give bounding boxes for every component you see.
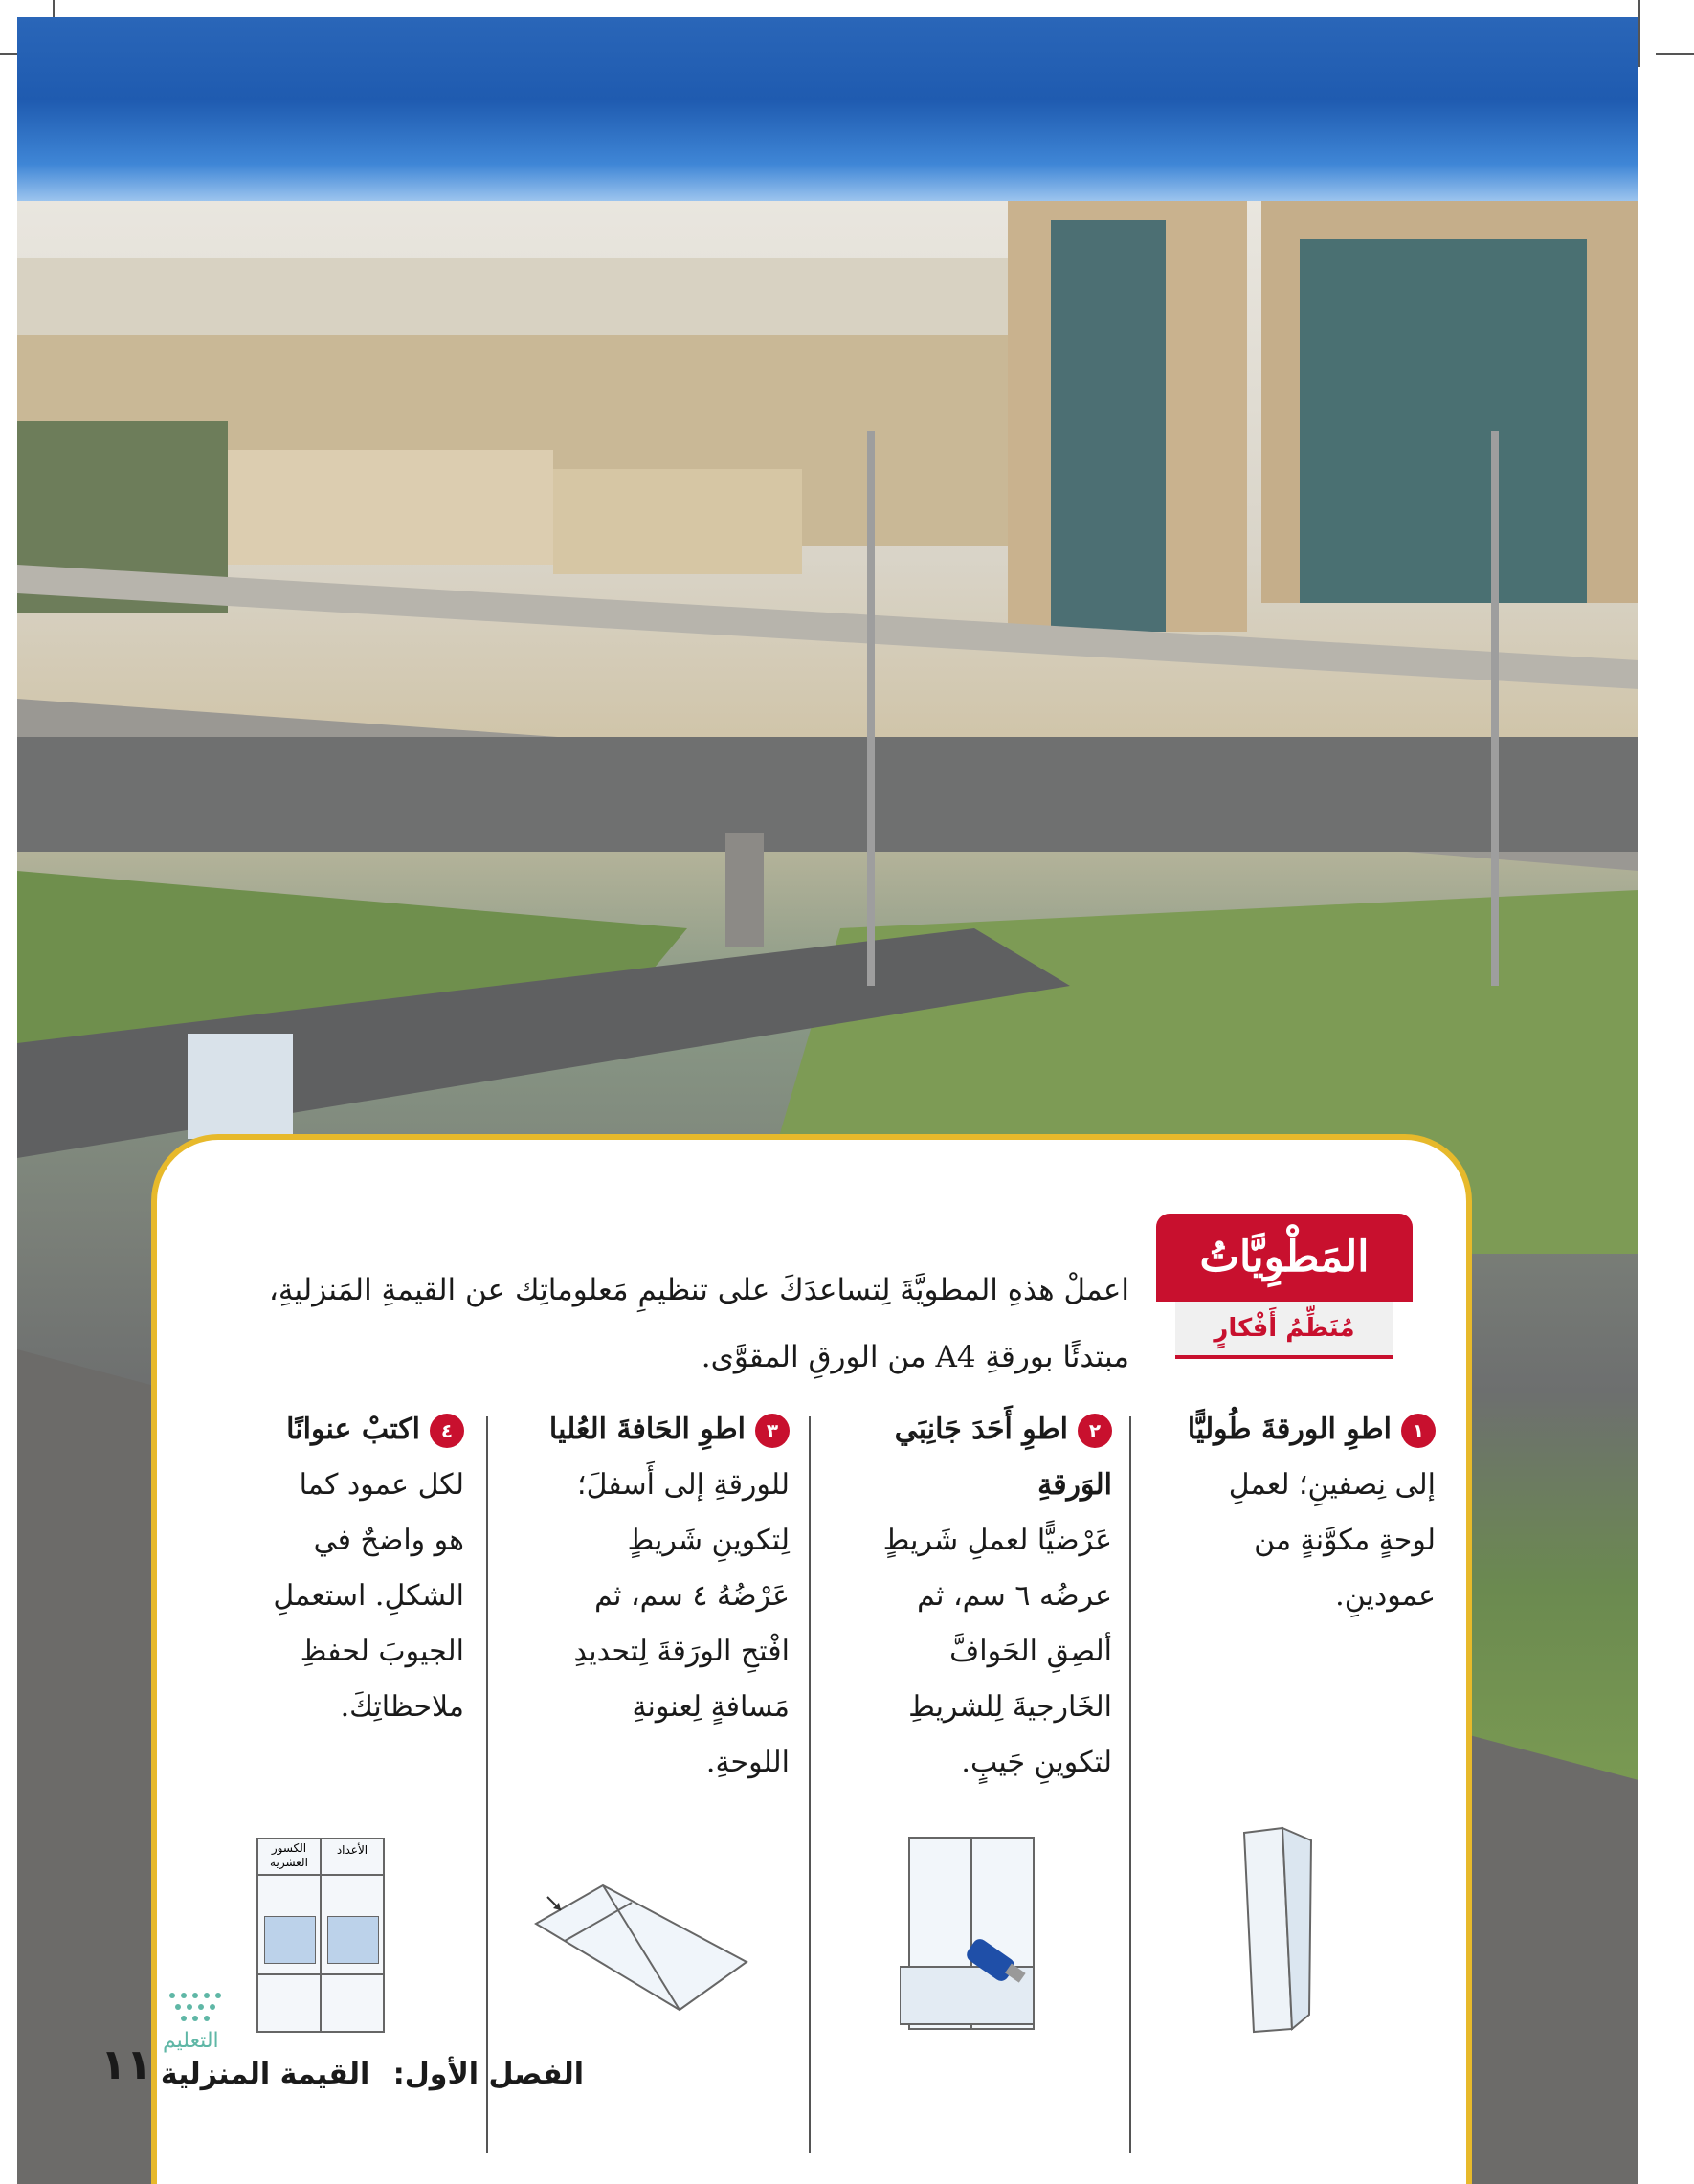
step-line: عَرْضُهُ ٤ سم، ثم [594, 1579, 790, 1613]
diagram-col-right: الأعداد [336, 1843, 368, 1857]
step-number: ١ [1401, 1414, 1436, 1448]
foldables-badge [1156, 1214, 1413, 1367]
pocket-left [264, 1916, 316, 1964]
step-1 [1148, 1402, 1436, 1624]
ministry-logo-icon [163, 1986, 249, 2024]
badge-title: المَطْوِيَّاتُ [1156, 1214, 1413, 1302]
step-line: اللوحةِ. [705, 1746, 790, 1779]
chapter-title: القيمة المنزلية [160, 2058, 370, 2091]
crop-mark [1656, 53, 1694, 55]
step-line: إلى نِصفينِ؛ لعملِ [1228, 1468, 1436, 1502]
column-divider [809, 1416, 811, 2153]
step-lead: اطوِ الحَافةَ العُليا [548, 1413, 746, 1446]
step-line: ألصِقِ الحَوافَّ [949, 1635, 1112, 1668]
step-line: الشكلِ. استعملِ [273, 1579, 464, 1613]
step-number: ٤ [430, 1414, 464, 1448]
step-line: للورقةِ إلى أَسفلَ؛ [577, 1468, 790, 1502]
step-line: لكل عمود كما [299, 1468, 464, 1502]
column-divider [1129, 1416, 1131, 2153]
step-line: عرضُه ٦ سم، ثم [917, 1579, 1112, 1613]
step-line: افْتحِ الورَقةَ لِتحديدِ [573, 1635, 790, 1668]
step-line: لتكوينِ جَيبٍ. [961, 1746, 1112, 1779]
step-line: عَرْضيًّا لعملِ شَريطٍ [882, 1524, 1112, 1557]
step-line: هو واضحٌ في [313, 1524, 464, 1557]
step-number: ٣ [755, 1414, 790, 1448]
chapter-label: الفصل الأول: [392, 2058, 584, 2091]
fold-diagram-2 [900, 1833, 1043, 2034]
intro-line-2: مبتدئًا بورقةِ A4 من الورقِ المقوَّى. [701, 1340, 1129, 1374]
page-number: ١١ [100, 2040, 152, 2089]
step-2 [825, 1402, 1112, 1791]
step-lead: اطوِ أَحَدَ جَانِبَي الوَرقةِ [894, 1413, 1112, 1502]
step-line: مَسافةٍ لِعنونةِ [632, 1690, 790, 1724]
step-line: لِتكوينِ شَريطٍ [627, 1524, 790, 1557]
step-lead: اطوِ الورقةَ طُوليًّا [1187, 1413, 1392, 1446]
step-3 [502, 1402, 790, 1791]
header-band [17, 17, 1638, 201]
fold-diagram-3 [526, 1876, 756, 2019]
diagram-col-left: الكسور العشرية [270, 1841, 308, 1869]
column-divider [486, 1416, 488, 2153]
crop-mark [1638, 0, 1640, 67]
step-line: ملاحظاتِكَ. [340, 1690, 464, 1724]
pocket-right [327, 1916, 379, 1964]
intro-line-1: اعملْ هذهِ المطويَّةَ لِتساعدَكَ على تنظيمِ مَعلوماتِك عن القيمةِ المَنزليةِ، [268, 1273, 1129, 1307]
step-line: عمودينِ. [1335, 1579, 1436, 1613]
step-lead: اكتبْ عنوانًا [286, 1413, 420, 1446]
fold-diagram-1 [1235, 1823, 1321, 2034]
chapter-footer [161, 2058, 584, 2091]
step-number: ٢ [1078, 1414, 1112, 1448]
fold-diagram-4 [256, 1838, 385, 2033]
step-line: لوحةٍ مكوَّنةٍ من [1254, 1524, 1436, 1557]
step-4 [177, 1402, 464, 1735]
badge-subtitle: مُنَظِّمُ أَفْكارٍ [1175, 1302, 1393, 1359]
step-line: الخَارجيةَ لِلشريطِ [908, 1690, 1112, 1724]
ministry-logo-text: التعليم [163, 2029, 219, 2053]
step-line: الجيوبَ لحفظِ [300, 1635, 464, 1668]
